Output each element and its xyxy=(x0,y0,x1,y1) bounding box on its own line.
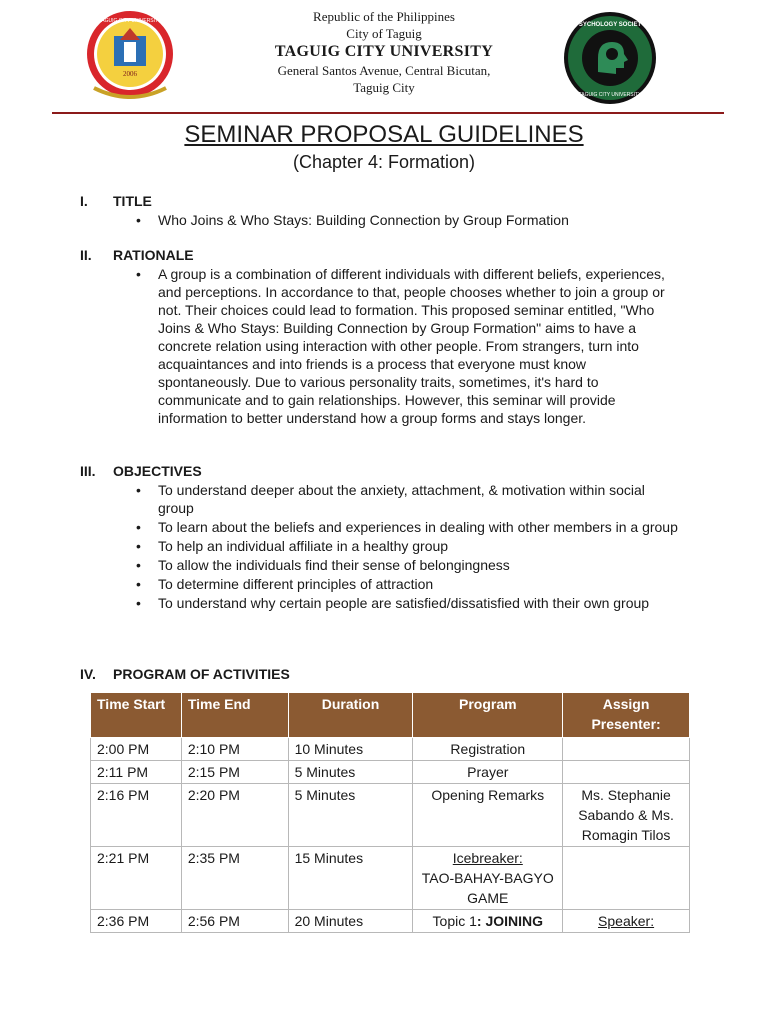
cell-time-start: 2:21 PM xyxy=(91,847,182,910)
university-name: TAGUIG CITY UNIVERSITY xyxy=(274,43,494,60)
topic-name: : JOINING xyxy=(476,913,544,929)
list-item: • To understand deeper about the anxiety, attachment, & motivation within social group xyxy=(158,481,678,517)
society-name-text: PSYCHOLOGY SOCIETY xyxy=(574,22,646,28)
cell-program xyxy=(413,847,563,910)
col-header-duration: Duration xyxy=(288,693,413,738)
cell-program xyxy=(413,910,563,933)
topic-prefix: Topic 1 xyxy=(432,913,477,929)
list-item: • To learn about the beliefs and experiences in dealing with other members in a group xyxy=(158,518,678,536)
rationale-list xyxy=(158,265,682,428)
col-header-time-end: Time End xyxy=(181,693,288,738)
section-heading: PROGRAM OF ACTIVITIES xyxy=(113,666,290,682)
list-item: • To help an individual affiliate in a healthy group xyxy=(158,537,678,555)
cell-time-end: 2:35 PM xyxy=(181,847,288,910)
table-row xyxy=(91,910,690,933)
cell-presenter: Ms. Stephanie Sabando & Ms. Romagin Tilos xyxy=(563,784,690,847)
cell-presenter xyxy=(563,910,690,933)
col-header-time-start: Time Start xyxy=(91,693,182,738)
cell-presenter xyxy=(563,738,690,761)
republic-line: Republic of the Philippines xyxy=(313,9,455,24)
address-line-2: Taguig City xyxy=(353,80,415,95)
section-heading: RATIONALE xyxy=(113,247,194,263)
psychology-society-logo xyxy=(562,10,658,106)
cell-time-start: 2:11 PM xyxy=(91,761,182,784)
icebreaker-label: Icebreaker: xyxy=(452,850,523,866)
document-title: SEMINAR PROPOSAL GUIDELINES xyxy=(184,121,584,148)
address-line-1: General Santos Avenue, Central Bicutan, xyxy=(277,63,491,78)
cell-duration: 20 Minutes xyxy=(288,910,413,933)
letterhead xyxy=(0,0,768,114)
col-header-presenter: Assign Presenter: xyxy=(563,693,690,738)
program-table xyxy=(90,692,690,933)
cell-time-start: 2:16 PM xyxy=(91,784,182,847)
letterhead-text xyxy=(214,8,554,96)
col-header-program: Program xyxy=(413,693,563,738)
section-number: II. xyxy=(80,247,92,263)
list-item: • A group is a combination of different individuals with different beliefs, experiences, and perceptions. In accordance to that, people chooses whether to join a group or not. Their choices could lead to formation. This proposed seminar entitled, "Who Joins & Who Stays: Building Connection by Group Formation" aims to have a concrete relation using interaction with other people. From strangers, turn into acquaintances and into friends is a process that everyone must know spontaneously. Due to various personality traits, sometimes, it's hard to communicate and to gain relationships. However, this seminar will provide information to better understand how a group forms and stays longer. xyxy=(158,265,682,427)
cell-presenter xyxy=(563,847,690,910)
cell-time-end: 2:56 PM xyxy=(181,910,288,933)
title-list xyxy=(158,211,678,230)
cell-program: Registration xyxy=(413,738,563,761)
section-number: IV. xyxy=(80,666,96,682)
cell-duration: 5 Minutes xyxy=(288,784,413,847)
seal-year-text: 2006 xyxy=(123,70,137,78)
cell-time-end: 2:10 PM xyxy=(181,738,288,761)
section-heading: OBJECTIVES xyxy=(113,463,202,479)
list-item: • To allow the individuals find their sense of belongingness xyxy=(158,556,678,574)
speaker-label: Speaker: xyxy=(598,913,655,929)
list-item: • Who Joins & Who Stays: Building Connection by Group Formation xyxy=(158,211,678,229)
society-univ-text: TAGUIG CITY UNIVERSITY xyxy=(578,92,642,98)
city-line: City of Taguig xyxy=(346,26,422,41)
section-number: III. xyxy=(80,463,96,479)
section-heading: TITLE xyxy=(113,193,152,209)
cell-program: Opening Remarks xyxy=(413,784,563,847)
section-number: I. xyxy=(80,193,88,209)
list-item: • To understand why certain people are satisfied/dissatisfied with their own group xyxy=(158,594,678,612)
seal-ring-text: TAGUIG CITY UNIVERSITY xyxy=(98,18,162,24)
cell-duration: 5 Minutes xyxy=(288,761,413,784)
cell-time-start: 2:36 PM xyxy=(91,910,182,933)
cell-program: Prayer xyxy=(413,761,563,784)
cell-duration: 15 Minutes xyxy=(288,847,413,910)
list-item: • To determine different principles of attraction xyxy=(158,575,678,593)
objectives-list xyxy=(158,481,678,613)
cell-time-end: 2:15 PM xyxy=(181,761,288,784)
table-header-row xyxy=(91,693,690,738)
cell-duration: 10 Minutes xyxy=(288,738,413,761)
table-row xyxy=(91,847,690,910)
university-seal-logo xyxy=(84,10,176,102)
document-subtitle: (Chapter 4: Formation) xyxy=(292,152,476,172)
cell-time-start: 2:00 PM xyxy=(91,738,182,761)
table-row xyxy=(91,761,690,784)
header-divider xyxy=(52,112,724,114)
table-row xyxy=(91,738,690,761)
icebreaker-game: TAO-BAHAY-BAGYO GAME xyxy=(421,870,554,906)
table-row xyxy=(91,784,690,847)
cell-time-end: 2:20 PM xyxy=(181,784,288,847)
cell-presenter xyxy=(563,761,690,784)
